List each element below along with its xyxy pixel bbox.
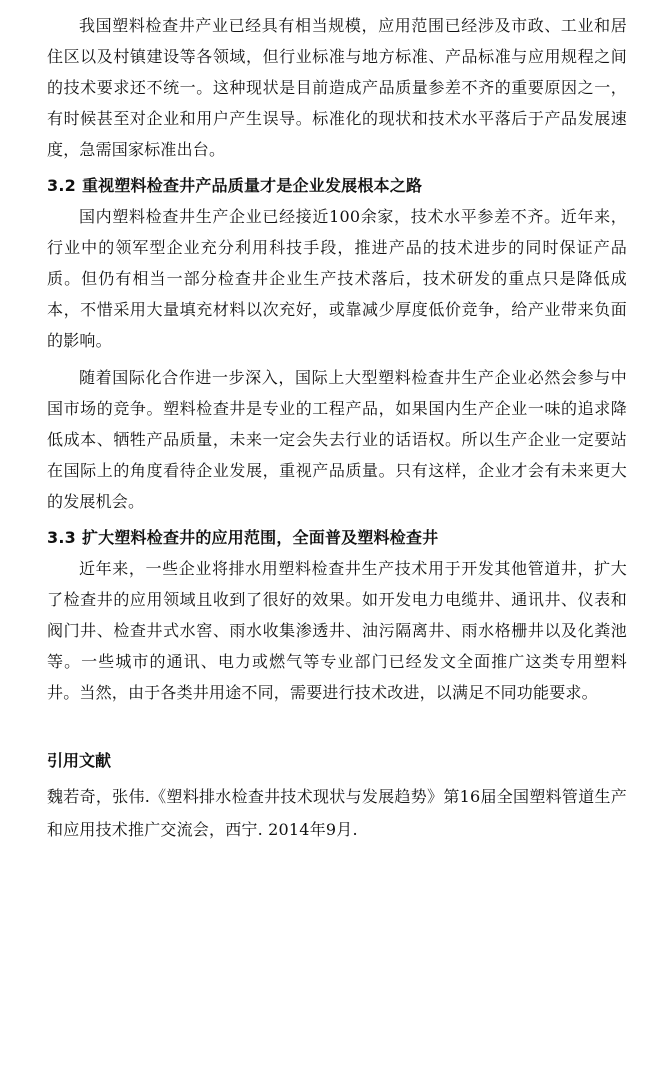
spacer (47, 708, 627, 746)
section-heading-3-3 (47, 523, 627, 553)
section-title: 重视塑料检查井产品质量才是企业发展根本之路 (81, 176, 423, 195)
references-heading: 引用文献 (47, 751, 112, 770)
section-number: 3.2 (47, 176, 76, 195)
paragraph-application-scope: 近年来，一些企业将排水用塑料检查井生产技术用于开发其他管道井，扩大了检查井的应用领域且收到了很好的效果。如开发电力电缆井、通讯井、仪表和阀门井、检查井式水窖、雨水收集渗透井、油污隔离井、雨水格栅井以及化粪池等。一些城市的通讯、电力或燃气等专业部门已经发文全面推广这类专用塑料井。当然，由于各类井用途不同，需要进行技术改进，以满足不同功能要求。 (47, 559, 627, 702)
paragraph-internationalization: 随着国际化合作进一步深入，国际上大型塑料检查井生产企业必然会参与中国市场的竞争。塑料检查井是专业的工程产品，如果国内生产企业一味的追求降低成本、牺牲产品质量，未来一定会失去行业的话语权。所以生产企业一定要站在国际上的角度看待企业发展，重视产品质量。只有这样，企业才会有未来更大的发展机会。 (47, 368, 627, 511)
paragraph-domestic-enterprises: 国内塑料检查井生产企业已经接近100余家，技术水平参差不齐。近年来，行业中的领军型企业充分利用科技手段，推进产品的技术进步的同时保证产品质。但仍有相当一部分检查井企业生产技术落后，技术研发的重点只是降低成本，不惜采用大量填充材料以次充好，或靠减少厚度低价竞争，给产业带来负面的影响。 (47, 207, 627, 350)
paragraph-standards: 我国塑料检查井产业已经具有相当规模，应用范围已经涉及市政、工业和居住区以及村镇建设等各领域，但行业标准与地方标准、产品标准与应用规程之间的技术要求还不统一。这种现状是目前造成产品质量参差不齐的重要原因之一，有时候甚至对企业和用户产生误导。标准化的现状和技术水平落后于产品发展速度，急需国家标准出台。 (47, 16, 627, 159)
section-number: 3.3 (47, 528, 76, 547)
section-heading-3-2 (47, 171, 627, 201)
section-title: 扩大塑料检查井的应用范围，全面普及塑料检查井 (81, 528, 439, 547)
reference-entry: 魏若奇，张伟.《塑料排水检查井技术现状与发展趋势》第16届全国塑料管道生产和应用技术推广交流会，西宁. 2014年9月. (47, 787, 627, 839)
document-page (47, 10, 627, 846)
